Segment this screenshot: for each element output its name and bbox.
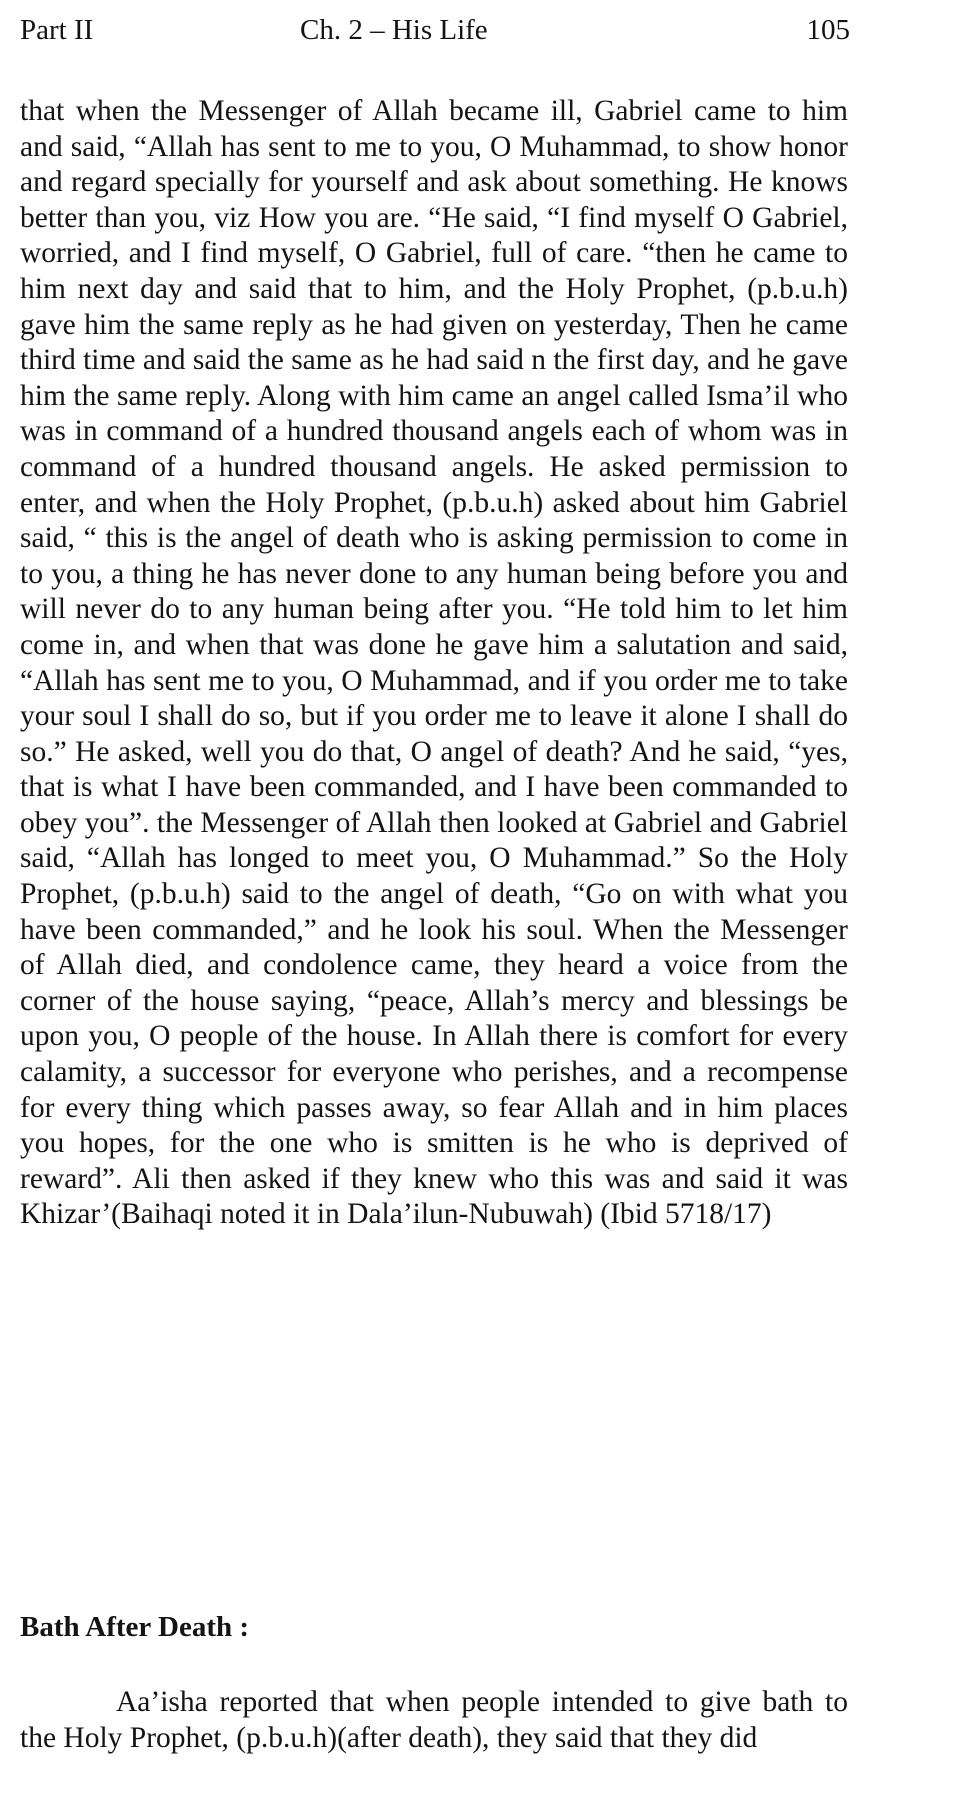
chapter-title: Ch. 2 – His Life [300, 14, 488, 46]
body-paragraph: that when the Messenger of Allah became ill, Gabriel came to him and said, “Allah has sent to me to you, O Muhammad, to show honor and regard specially for yourself and ask about something. He knows better than you, viz How you are. “He said, “I find myself O Gabriel, worried, and I find myself, O Gabriel, full of care. “then he came to him next day and said that to him, and the Holy Prophet, (p.b.u.h) gave him the same reply as he had given on yesterday, Then he came third time and said the same as he had said n the first day, and he gave him the same reply. Along with him came an angel called Isma’il who was in command of a hundred thousand angels each of whom was in command of a hundred thousand angels. He asked permission to enter, and when the Holy Prophet, (p.b.u.h) asked about him Gabriel said, “ this is the angel of death who is asking permission to come in to you, a thing he has never done to any human being before you and will never do to any human being after you. “He told him to let him come in, and when that was done he gave him a salutation and said, “Allah has sent me to you, O Muhammad, and if you order me to take your soul I shall do so, but if you order me to leave it alone I shall do so.” He asked, well you do that, O angel of death? And he said, “yes, that is what I have been commanded, and I have been commanded to obey you”. the Messenger of Allah then looked at Gabriel and Gabriel said, “Allah has longed to meet you, O Muhammad.” So the Holy Prophet, (p.b.u.h) said to the angel of death, “Go on with what you have been commanded,” and he look his soul. When the Messenger of Allah died, and condolence came, they heard a voice from the corner of the house saying, “peace, Allah’s mercy and blessings be upon you, O people of the house. In Allah there is comfort for every calamity, a successor for everyone who perishes, and a recompense for every thing which passes away, so fear Allah and in him places you hopes, for the one who is smitten is he who is deprived of reward”. Ali then asked if they knew who this was and said it was Khizar’(Baihaqi noted it in Dala’ilun-Nubuwah) (Ibid 5718/17) [20, 95, 848, 1231]
section-heading: Bath After Death : [20, 1611, 250, 1643]
page-number: 105 [806, 14, 850, 46]
part-label: Part II [20, 14, 94, 46]
body-paragraph-2: Aa’isha reported that when people intended to give bath to the Holy Prophet, (p.b.u.h)(after death), they said that they did [20, 1686, 848, 1754]
running-header [20, 10, 850, 50]
